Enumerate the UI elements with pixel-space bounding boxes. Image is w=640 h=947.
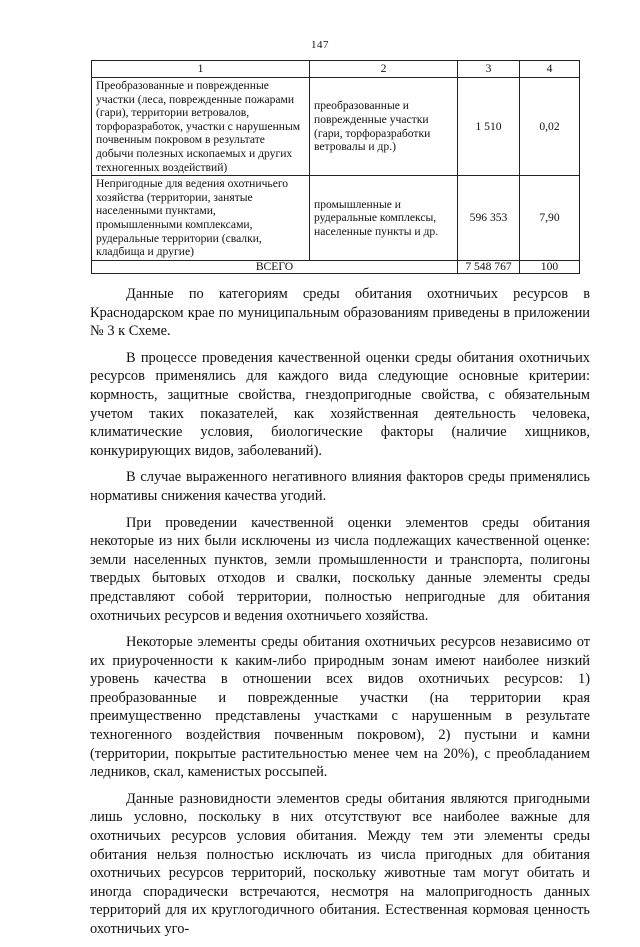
paragraph: Некоторые элементы среды обитания охотничьих ресурсов независимо от их приуроченности к каким-либо природным зонам имеют наиболее низкий уровень качества в отношении всех видов охотничьих ресурсов: 1) преобразованные и поврежденные участки (на территории края преимущественно представлены участками с нарушенным в результате техногенного воздействия почвенным покровом), 2) пустыни и камни (территории, покрытые растительностью менее чем на 20%), с преобладанием ледников, скал, каменистых россыпей. xyxy=(90,634,590,781)
category-cell: Непригодные для ведения охотничьего хозяйства (территории, занятые населенными пунктами, промышленными комплексами, рудеральные территории (свалки, кладбища и другие) xyxy=(92,176,310,261)
page-number: 147 xyxy=(311,39,329,51)
table-header-cell: 2 xyxy=(310,61,458,78)
area-cell: 596 353 xyxy=(458,176,520,261)
percent-cell: 0,02 xyxy=(520,78,580,176)
subtype-cell: преобразованные и поврежденные участки (гари, торфоразработки ветровалы и др.) xyxy=(310,78,458,176)
table-header-cell: 3 xyxy=(458,61,520,78)
table-row xyxy=(92,176,580,261)
table-row xyxy=(92,78,580,176)
body-text xyxy=(90,285,590,947)
category-cell: Преобразованные и поврежденные участки (леса, поврежденные пожарами (гари), территории ветровалов, торфоразработок, участки с нарушенным почвенным покровом в результате добычи полезных ископаемых и других техногенных воздействий) xyxy=(92,78,310,176)
paragraph: В процессе проведения качественной оценки среды обитания охотничьих ресурсов применялись для каждого вида следующие основные критерии: кормность, защитные свойства, гнездопригодные свойства, с обязательным учетом таких показателей, как хозяйственная деятельность человека, климатические условия, биологические факторы (наличие хищников, конкурирующих видов, заболеваний). xyxy=(90,349,590,459)
percent-cell: 7,90 xyxy=(520,176,580,261)
total-percent: 100 xyxy=(520,260,580,273)
table-header-row xyxy=(92,61,580,78)
table-header-cell: 1 xyxy=(92,61,310,78)
paragraph: В случае выраженного негативного влияния факторов среды применялись нормативы снижения качества угодий. xyxy=(90,469,590,504)
subtype-cell: промышленные и рудеральные комплексы, населенные пункты и др. xyxy=(310,176,458,261)
paragraph: Данные по категориям среды обитания охотничьих ресурсов в Краснодарском крае по муниципальным образованиям приведены в приложении № 3 к Схеме. xyxy=(90,286,590,340)
area-cell: 1 510 xyxy=(458,78,520,176)
total-label: ВСЕГО xyxy=(92,260,458,273)
table-header-cell: 4 xyxy=(520,61,580,78)
total-area: 7 548 767 xyxy=(458,260,520,273)
habitat-category-table xyxy=(91,60,580,274)
paragraph: Данные разновидности элементов среды обитания являются пригодными лишь условно, поскольку в них отсутствуют все наиболее важные для охотничьих ресурсов условия обитания. Между тем эти элементы среды обитания нельзя полностью исключать из числа пригодных для обитания охотничьих ресурсов территорий, поскольку животные там могут обитать и иногда спорадически встречаются, несмотря на малопригодность данных территорий для их круглогодичного обитания. Естественная кормовая ценность охотничьих уго- xyxy=(90,790,590,937)
paragraph: При проведении качественной оценки элементов среды обитания некоторые из них были исключены из числа подлежащих качественной оценке: земли населенных пунктов, земли промышленности и транспорта, полигоны твердых бытовых отходов и свалки, поскольку данные элементы среды представляют собой территории, полностью непригодные для обитания охотничьих ресурсов и ведения охотничьего хозяйства. xyxy=(90,514,590,624)
total-row xyxy=(92,260,580,273)
